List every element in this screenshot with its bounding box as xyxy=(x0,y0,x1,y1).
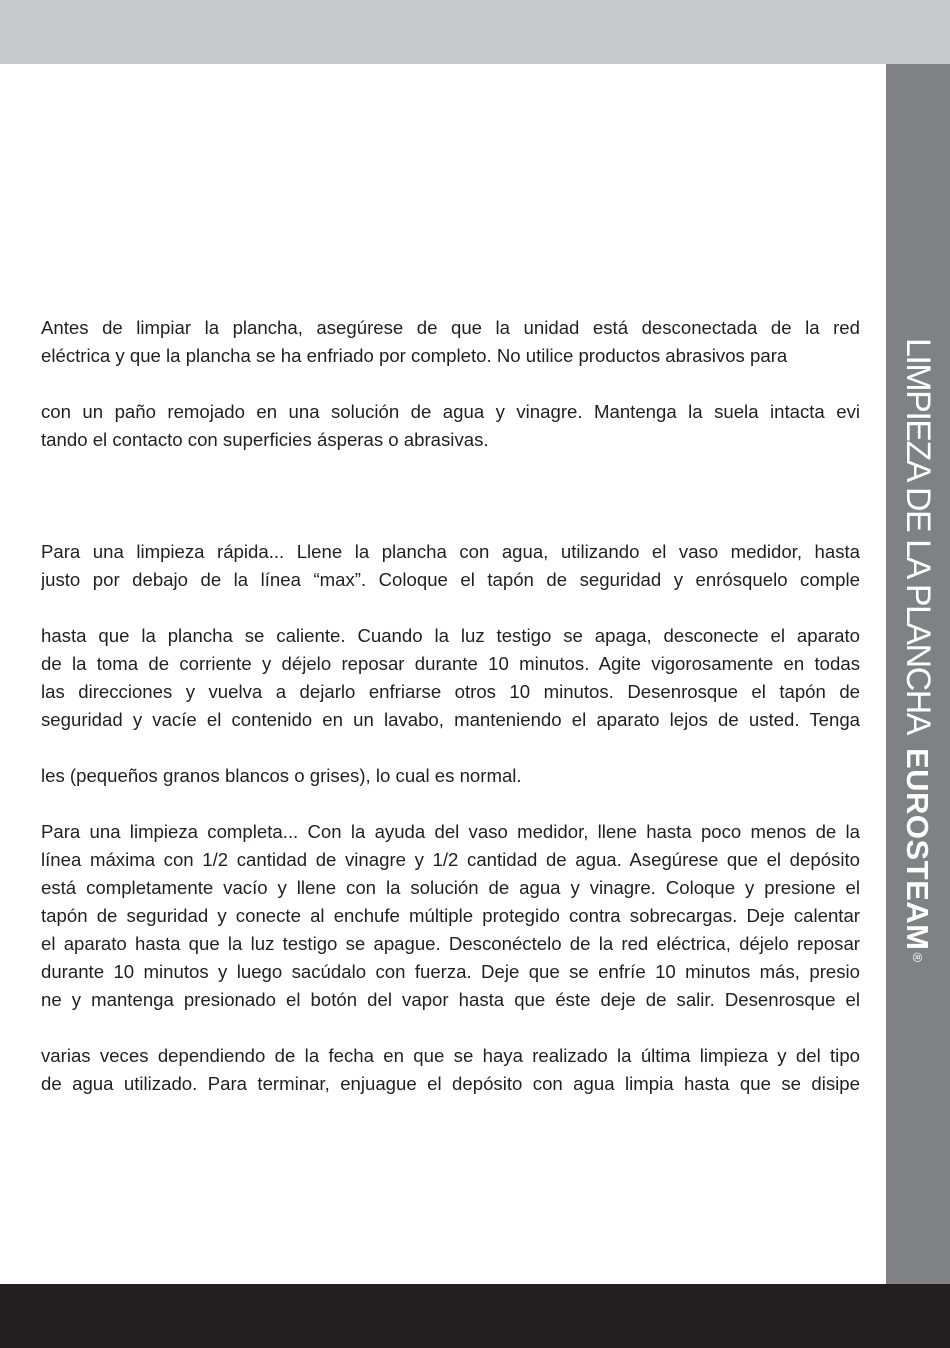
text-line: Para una limpieza rápida... Llene la plancha con agua, utilizando el vaso medidor, hasta xyxy=(41,541,860,562)
full-cleaning-paragraph xyxy=(41,818,860,1098)
bottom-footer-band xyxy=(0,1284,950,1348)
text-line: con un paño remojado en una solución de agua y vinagre. Mantenga la suela intacta evi xyxy=(41,401,860,422)
text-line: seguridad y vacíe el contenido en un lavabo, manteniendo el aparato lejos de usted. Tenga xyxy=(41,709,860,730)
text-line: hasta que la plancha se caliente. Cuando la luz testigo se apaga, desconecte el aparato xyxy=(41,625,860,646)
text-line: Antes de limpiar la plancha, asegúrese de que la unidad está desconectada de la red xyxy=(41,317,860,338)
quick-cleaning-paragraph xyxy=(41,538,860,790)
text-line: está completamente vacío y llene con la solución de agua y vinagre. Coloque y presione el xyxy=(41,877,860,898)
side-title xyxy=(901,338,935,962)
text-line: el aparato hasta que la luz testigo se apague. Desconéctelo de la red eléctrica, déjelo reposar xyxy=(41,933,860,954)
top-header-band xyxy=(0,0,950,64)
text-line: eléctrica y que la plancha se ha enfriado por completo. No utilice productos abrasivos para xyxy=(41,345,788,366)
registered-mark: ® xyxy=(910,952,926,963)
text-line: justo por debajo de la línea “max”. Coloque el tapón de seguridad y enrósquelo comple xyxy=(41,569,860,590)
text-line: de agua utilizado. Para terminar, enjuague el depósito con agua limpia hasta que se disipe xyxy=(41,1073,860,1094)
text-line: las direcciones y vuelva a dejarlo enfriarse otros 10 minutos. Desenrosque el tapón de xyxy=(41,681,860,702)
text-line: línea máxima con 1/2 cantidad de vinagre y 1/2 cantidad de agua. Asegúrese que el depósito xyxy=(41,849,860,870)
text-line: les (pequeños granos blancos o grises), lo cual es normal. xyxy=(41,765,522,786)
text-line: tapón de seguridad y conecte al enchufe múltiple protegido contra sobrecargas. Deje calentar xyxy=(41,905,860,926)
section-title: LIMPIEZA DE LA PLANCHA xyxy=(899,338,937,734)
intro-paragraph xyxy=(41,314,860,454)
text-line: durante 10 minutos y luego sacúdalo con fuerza. Deje que se enfríe 10 minutos más, presio xyxy=(41,961,860,982)
brand-name: EUROSTEAM xyxy=(900,747,935,951)
text-line: ne y mantenga presionado el botón del vapor hasta que éste deje de salir. Desenrosque el xyxy=(41,989,860,1010)
page-content xyxy=(41,314,860,1098)
text-line: tando el contacto con superficies ásperas o abrasivas. xyxy=(41,429,489,450)
text-line: Para una limpieza completa... Con la ayuda del vaso medidor, llene hasta poco menos de la xyxy=(41,821,860,842)
text-line: varias veces dependiendo de la fecha en que se haya realizado la última limpieza y del tipo xyxy=(41,1045,860,1066)
text-line: de la toma de corriente y déjelo reposar durante 10 minutos. Agite vigorosamente en todas xyxy=(41,653,860,674)
